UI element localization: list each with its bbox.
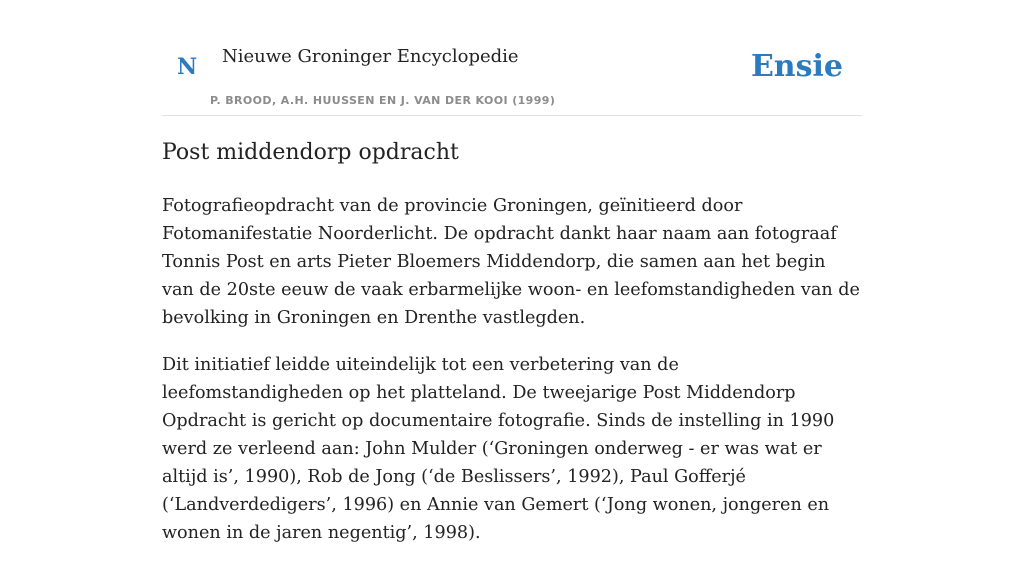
encyclopedia-logo[interactable]: N	[177, 54, 198, 80]
header	[162, 0, 862, 116]
entry-paragraph: Fotografieopdracht van de provincie Groningen, geïnitieerd door Fotomanifestatie Noorderlicht. De opdracht dankt haar naam aan fotograaf Tonnis Post en arts Pieter Bloemers Middendorp, die samen aan het begin van de 20ste eeuw de vaak erbarmelijke woon- en leefomstandigheden van de bevolking in Groningen en Drenthe vastlegden.	[162, 196, 860, 328]
ensie-brand-logo[interactable]: Ensie	[750, 49, 843, 84]
encyclopedia-title-link[interactable]: Nieuwe Groninger Encyclopedie	[222, 46, 519, 67]
entry-paragraph: Dit initiatief leidde uiteindelijk tot een verbetering van de leefomstandigheden op het platteland. De tweejarige Post Middendorp Opdracht is gericht op documentaire fotografie. Sinds de instelling in 1990 werd ze verleend aan: John Mulder (‘Groningen onderweg - er was wat er altijd is’, 1990), Rob de Jong (‘de Beslissers’, 1992), Paul Gofferjé (‘Landverdedigers’, 1996) en Annie van Gemert (‘Jong wonen, jongeren en wonen in de jaren negentig’, 1998).	[162, 355, 835, 543]
entry-body	[162, 192, 862, 566]
entry-title: Post middendorp opdracht	[162, 140, 459, 165]
page	[162, 0, 862, 543]
encyclopedia-authors: P. BROOD, A.H. HUUSSEN EN J. VAN DER KOOI (1999)	[210, 94, 556, 107]
